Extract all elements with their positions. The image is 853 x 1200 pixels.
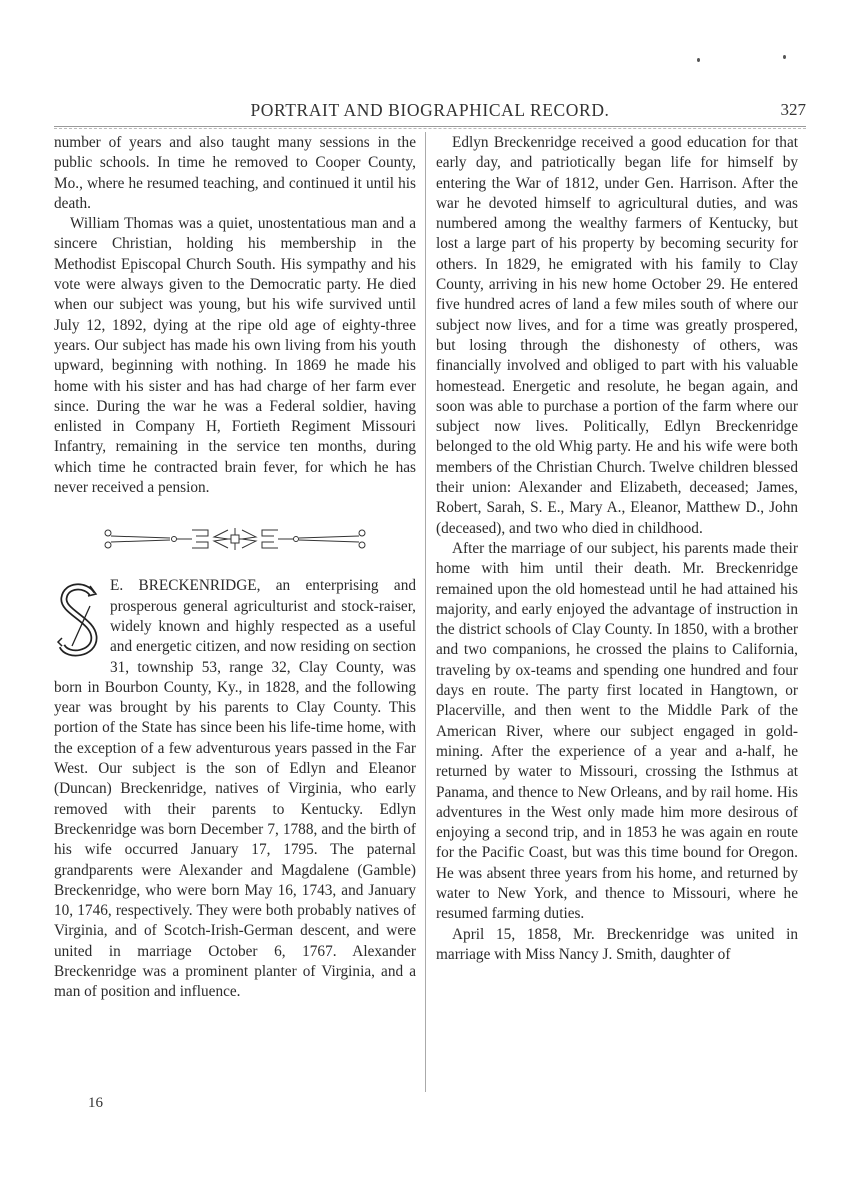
header-rule [54, 126, 806, 127]
signature-mark: 16 [88, 1095, 103, 1111]
biography-lead-paragraph [54, 576, 416, 1002]
column-divider [425, 132, 426, 1092]
paragraph: William Thomas was a quiet, unostentatious man and a sincere Christian, holding his membership in the Methodist Episcopal Church South. His sympathy and his vote were always given to the Democratic party. He died when our subject was young, but his wife survived until July 12, 1892, dying at the ripe old age of eighty-three years. Our subject has made his own living from his youth upward, beginning with nothing. In 1869 he made his home with his sister and has had charge of her farm ever since. During the war he was a Federal soldier, having enlisted in Company H, Fortieth Regiment Missouri Infantry, remaining in the service ten months, during which time he contracted brain fever, for which he has never received a pension. [54, 215, 416, 497]
running-head [54, 100, 806, 124]
header-rule-secondary [54, 128, 806, 129]
right-column [436, 133, 798, 965]
scan-speck [697, 58, 700, 62]
scan-speck [783, 55, 786, 59]
running-title: PORTRAIT AND BIOGRAPHICAL RECORD. [250, 100, 610, 120]
page-number: 327 [780, 100, 806, 119]
ornament-divider-icon [100, 524, 370, 554]
paragraph: number of years and also taught many sessions in the public schools. In time he removed to Cooper County, Mo., where he resumed teaching, and continued it until his death. [54, 134, 416, 212]
paragraph: After the marriage of our subject, his parents made their home with him until their death. Mr. Breckenridge remained upon the old homestead until he had attained his majority, and early enjoyed the advantage of instruction in the district schools of Clay County. In 1850, with a brother and two companions, he crossed the plains to California, traveling by ox-teams and spending one hundred and four days en route. The party first located in Hangtown, or Placerville, and then went to the Middle Park of the American River, where our subject engaged in gold-mining. After the experience of a year and a-half, he returned by water to Missouri, crossing the Isthmus at Panama, and thence to New Orleans, and by rail home. His adventures in the West only made him more desirous of enjoying a second trip, and in 1853 he was again en route for the Pacific Coast, but was this time bound for Oregon. He was absent three years from his home, and returned by water to New York, and thence to Missouri, where he resumed farming duties. [436, 539, 798, 923]
biography-text: E. BRECKENRIDGE, an enterprising and prosperous general agriculturist and stock-raiser, widely known and highly respected as a useful and energetic citizen, and now residing on section 31, township 53, range 32, Clay County, was born in Bourbon County, Ky., in 1828, and the following year was brought by his parents to Clay County. This portion of the State has since been his life-time home, with the exception of a few adventurous years passed in the Far West. Our subject is the son of Edlyn and Eleanor (Duncan) Breckenridge, natives of Virginia, who early removed with their parents to Kentucky. Edlyn Breckenridge was born December 7, 1788, and the birth of his wife occurred January 17, 1795. The paternal grandparents were Alexander and Magdalene (Gamble) Breckenridge, who were born May 16, 1743, and January 10, 1746, respectively. They were both probably natives of Virginia, and of Scotch-Irish-German descent, and were united in marriage October 6, 1767. Alexander Breckenridge was a prominent planter of Virginia, and a man of position and influence. [54, 577, 416, 1001]
drop-cap-s-icon [56, 580, 102, 660]
paragraph: April 15, 1858, Mr. Breckenridge was united in marriage with Miss Nancy J. Smith, daughter of [436, 925, 798, 963]
paragraph: Edlyn Breckenridge received a good education for that early day, and patriotically began life for himself by entering the War of 1812, under Gen. Harrison. After the war he devoted himself to agricultural duties, and was numbered among the wealthy farmers of Kentucky, but lost a large part of his property by becoming security for others. In 1829, he emigrated with his family to Clay County, arriving in his new home October 29. He entered five hundred acres of land a few miles south of where our subject now lives, and for a time was greatly prospered, but losing through the dishonesty of others, was financially involved and obliged to part with his valuable homestead. Energetic and resolute, he began again, and soon was able to purchase a portion of the farm where our subject now lives. Politically, Edlyn Breckenridge belonged to the old Whig party. He and his wife were both members of the Christian Church. Twelve children blessed their union: Alexander and Elizabeth, deceased; James, Robert, Sarah, S. E., Mary A., Eleanor, Matthew D., John (deceased), and two who died in childhood. [436, 134, 798, 537]
left-column [54, 133, 416, 1003]
